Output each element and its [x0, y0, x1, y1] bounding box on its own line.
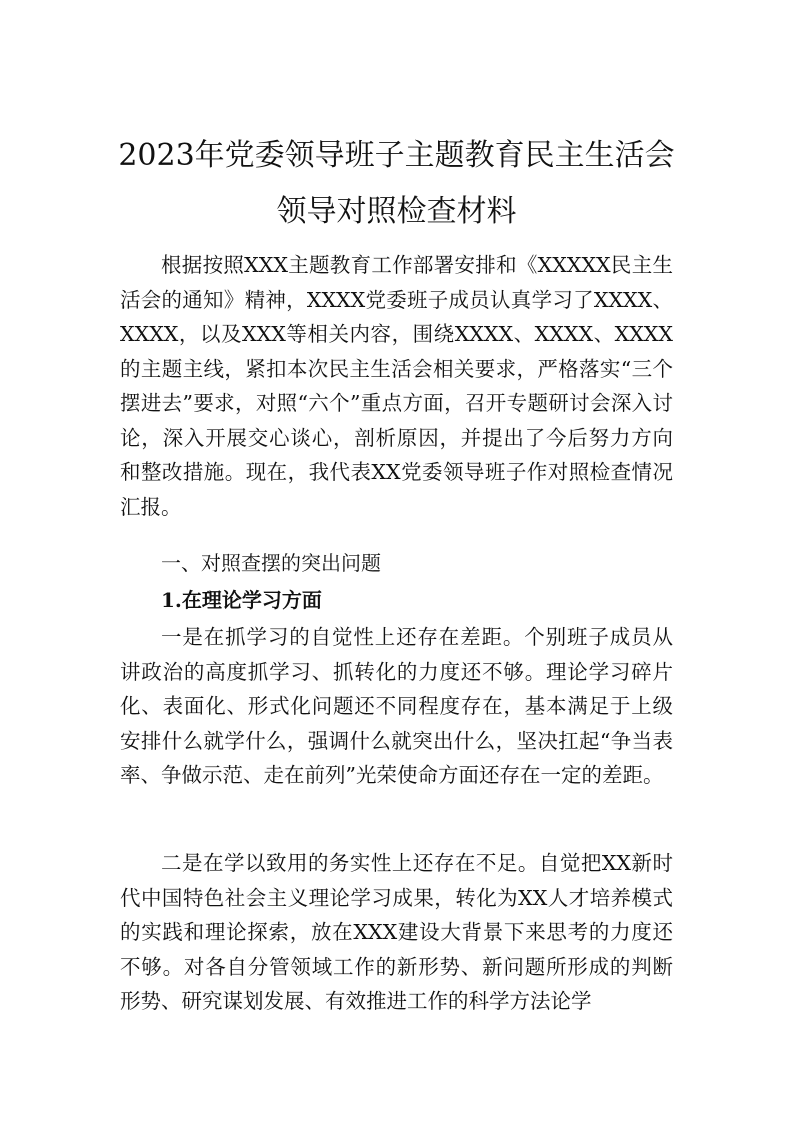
paragraph-two: 二是在学以致用的务实性上还存在不足。自觉把XX新时代中国特色社会主义理论学习成果，转化为XX人才培养模式的实践和理论探索，放在XXX建设大背景下来思考的力度还不够。对各自分管领域工作的新形势、新问题所形成的判断形势、研究谋划发展、有效推进工作的科学方法论学 — [120, 851, 673, 1013]
section-heading: 一、对照查摆的突出问题 — [161, 551, 381, 575]
subsection-heading: 1.在理论学习方面 — [161, 588, 322, 612]
paragraph-one: 一是在抓学习的自觉性上还存在差距。个别班子成员从讲政治的高度抓学习、抓转化的力度还不够。理论学习碎片化、表面化、形式化问题还不同程度存在，基本满足于上级安排什么就学什么，强调什么就突出什么，坚决扛起“争当表率、争做示范、走在前列”光荣使命方面还存在一定的差距。 — [120, 625, 673, 787]
document-title-line-2: 领导对照检查材料 — [276, 194, 517, 229]
document-title-line-1: 2023年党委领导班子主题教育民主生活会 — [118, 138, 675, 173]
intro-paragraph: 根据按照XXX主题教育工作部署安排和《XXXXX民主生活会的通知》精神，XXXX党委班子成员认真学习了XXXX、XXXX，以及XXX等相关内容，围绕XXXX、XXXX、XXXX的主题主线，紧扣本次民主生活会相关要求，严格落实“三个摆进去”要求，对照“六个”重点方面，召开专题研讨会深入讨论，深入开展交心谈心，剖析原因，并提出了今后努力方向和整改措施。现在，我代表XX党委领导班子作对照检查情况汇报。 — [120, 253, 673, 519]
